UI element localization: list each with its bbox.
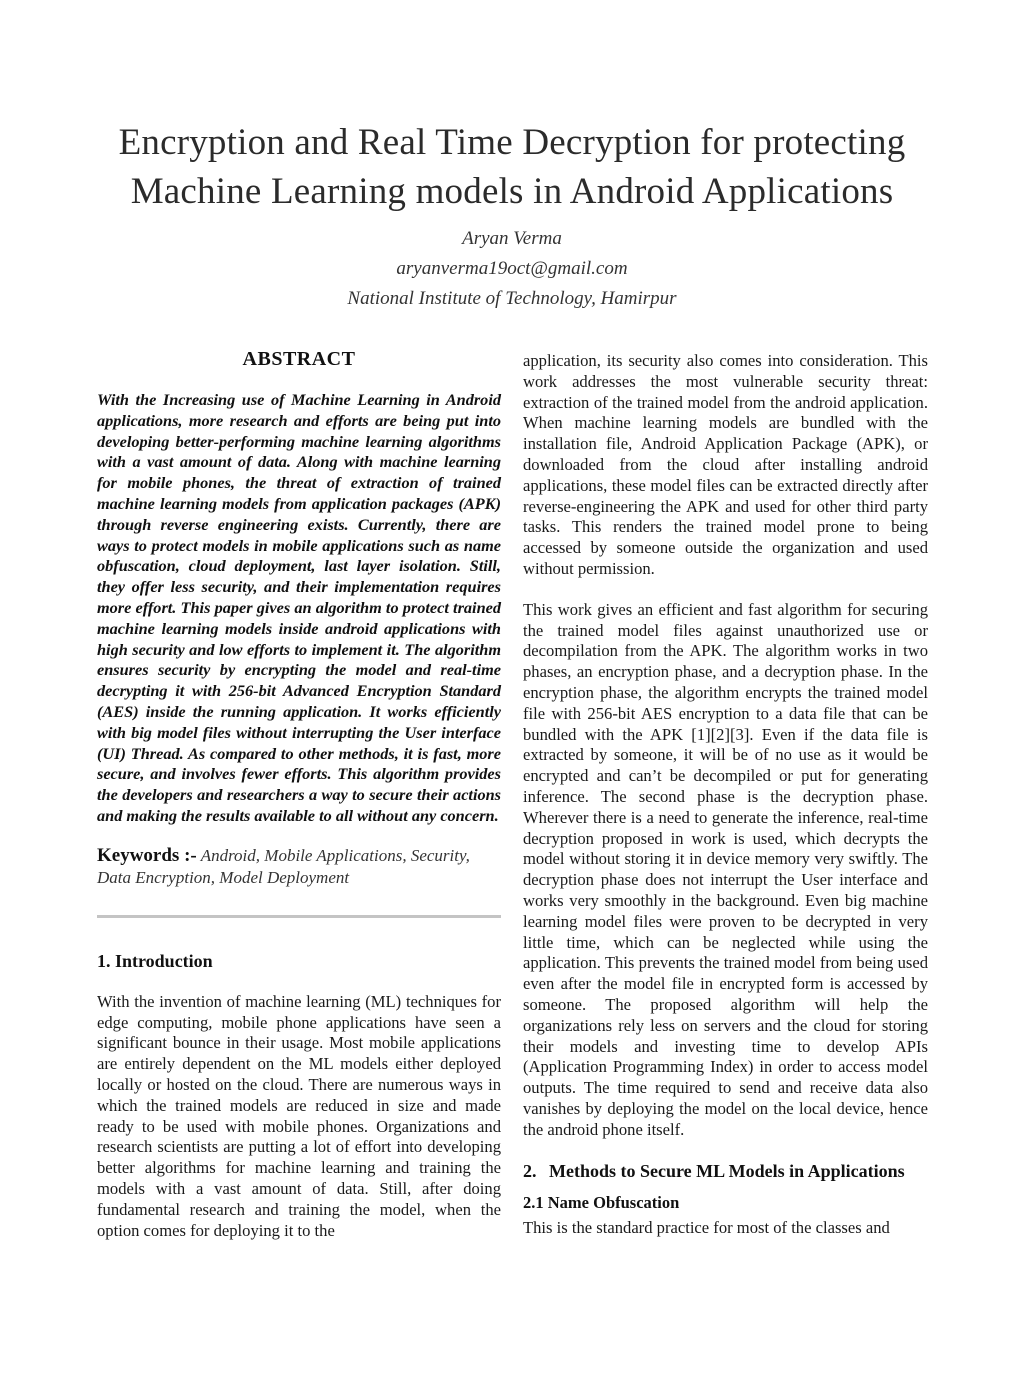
methods-heading-number: 2. (523, 1161, 537, 1182)
right-column (523, 351, 928, 1239)
right-paragraph-1: application, its security also comes into consideration. This work addresses the most vulnerable security threat: extraction of the trained model from the android application. When machine learning models are bundled with the installation file, Android Application Package (APK), or downloaded from the cloud after installing android applications, these model files can be extracted directly after reverse-engineering the APK and used for other third party tasks. This renders the trained model prone to being accessed by someone outside the organization and used without permission. (523, 351, 928, 578)
methods-heading (523, 1160, 928, 1182)
paper-title (60, 118, 964, 216)
author-block (160, 224, 864, 314)
author-name: Aryan Verma (462, 228, 562, 249)
title-line-1: Encryption and Real Time Decryption for protecting (118, 122, 906, 163)
author-affiliation: National Institute of Technology, Hamirpur (347, 288, 677, 309)
author-email: aryanverma19oct@gmail.com (396, 258, 628, 279)
left-column (97, 346, 501, 1241)
introduction-paragraph: With the invention of machine learning (ML) techniques for edge computing, mobile phone applications have seen a significant bounce in their usage. Most mobile applications are entirely dependent on the ML models either deployed locally or hosted on the cloud. There are numerous ways in which the trained models are reduced in size and made ready to be used with mobile phones. Organizations and research scientists are putting a lot of effort into developing better algorithms for machine learning and training the models with a vast amount of data. Still, after doing fundamental research and training the model, when the option comes for deploying it to the (97, 991, 501, 1240)
right-paragraph-2: This work gives an efficient and fast algorithm for securing the trained model files against unauthorized use or decompilation from the APK. The algorithm works in two phases, an encryption phase, and a decryption phase. In the encryption phase, the algorithm encrypts the trained model file with 256-bit AES encryption to a data file that can be bundled with the APK [1][2][3]. Even if the data file is extracted by someone, it will be of no use as it would be encrypted and can’t be decompiled or put for generating inference. The second phase is the decryption phase. Wherever there is a need to generate the inference, real-time decryption proposed in work is used, which decrypts the model without storing it in device memory very swiftly. The decryption phase does not interrupt the User interface and works very smoothly in the background. Even big machine learning model files were proven to be decrypted in very little time, which can be neglected while using the application. This prevents the trained model from being used even after the model file in encrypted form is accessed by someone. The proposed algorithm will help the organizations rely less on servers and the cloud for storing their models and investing time to develop APIs (Application Programming Index) in order to access model outputs. The time required to send and receive data also vanishes by deploying the model on the local device, hence the android phone itself. (523, 599, 928, 1139)
keywords (97, 845, 501, 889)
keywords-label: Keywords :- (97, 844, 197, 866)
abstract-heading: ABSTRACT (242, 348, 356, 370)
title-line-2: Machine Learning models in Android Applications (130, 171, 894, 212)
name-obfuscation-heading: 2.1 Name Obfuscation (523, 1193, 680, 1213)
keywords-text: Android, Mobile Applications, Security, Data Encryption, Model Deployment (97, 845, 470, 887)
abstract-text: With the Increasing use of Machine Learning in Android applications, more research and efforts are being put into developing better-performing machine learning algorithms with a vast amount of data. Along with machine learning for mobile phones, the threat of extraction of trained machine learning models from application packages (APK) through reverse engineering exists. Currently, there are ways to protect models in mobile applications such as name obfuscation, cloud deployment, last layer isolation. Still, they offer less security, and their implementation requires more effort. This paper gives an algorithm to protect trained machine learning models inside android applications with high security and low efforts to implement it. The algorithm ensures security by encrypting the model and real-time decrypting it with 256-bit Advanced Encryption Standard (AES) inside the running application. It works efficiently with big model files without interrupting the User interface (UI) Thread. As compared to other methods, it is fast, more secure, and involves fewer efforts. This algorithm provides the developers and researchers a way to secure their actions and making the results available to all without any concern. (97, 390, 501, 825)
name-obfuscation-text: This is the standard practice for most of the classes and (523, 1218, 890, 1238)
methods-heading-text: Methods to Secure ML Models in Applications (549, 1161, 905, 1182)
section-divider (97, 915, 501, 918)
introduction-heading: 1. Introduction (97, 950, 213, 971)
